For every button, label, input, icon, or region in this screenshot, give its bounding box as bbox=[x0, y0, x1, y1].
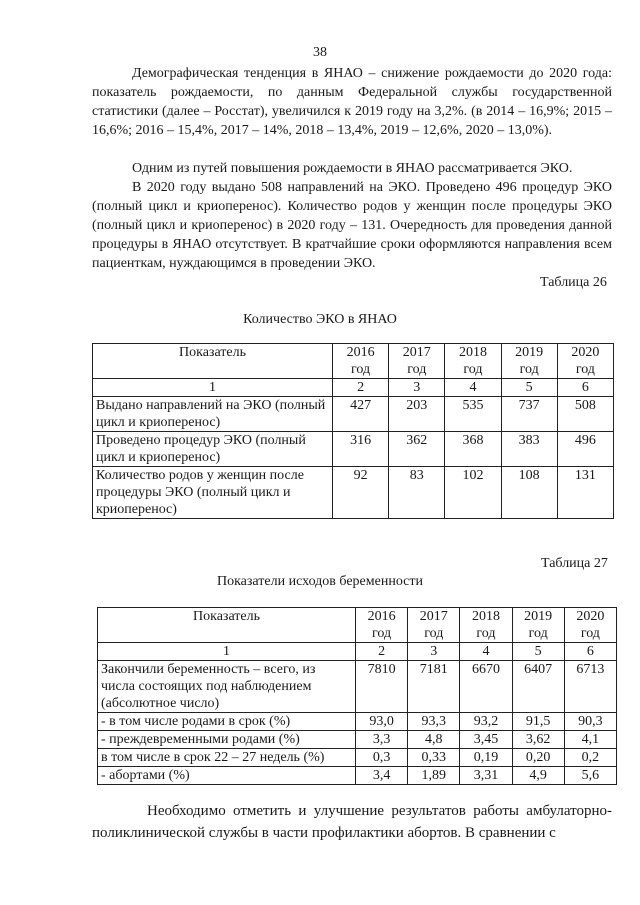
table27-header-row bbox=[98, 608, 617, 643]
cell-value: 535 bbox=[445, 397, 501, 432]
table-pregnancy-outcomes bbox=[97, 607, 617, 785]
row-label: Выдано направлений на ЭКО (полный цикл и криоперенос) bbox=[93, 397, 333, 432]
table-row bbox=[93, 397, 614, 432]
cell-value: 108 bbox=[501, 467, 557, 519]
table26-header-label: Показатель bbox=[93, 344, 333, 379]
table26-colnum: 2 bbox=[333, 379, 389, 397]
table26-year-header: 2018 год bbox=[445, 344, 501, 379]
table27-colnum: 5 bbox=[512, 643, 564, 661]
cell-value: 3,3 bbox=[356, 731, 408, 749]
table26-colnum: 5 bbox=[501, 379, 557, 397]
row-label: Закончили беременность – всего, из числа состоящих под наблюдением (абсолютное число) bbox=[98, 661, 356, 713]
table-row bbox=[98, 767, 617, 785]
cell-value: 0,2 bbox=[564, 749, 616, 767]
cell-value: 6670 bbox=[460, 661, 512, 713]
table27-year-header: 2019 год bbox=[512, 608, 564, 643]
cell-value: 383 bbox=[501, 432, 557, 467]
row-label: Количество родов у женщин после процедуры ЭКО (полный цикл и криоперенос) bbox=[93, 467, 333, 519]
table26-colnum: 1 bbox=[93, 379, 333, 397]
table27-label: Таблица 27 bbox=[541, 556, 608, 571]
cell-value: 0,20 bbox=[512, 749, 564, 767]
cell-value: 83 bbox=[389, 467, 445, 519]
cell-value: 7810 bbox=[356, 661, 408, 713]
paragraph-closing: Необходимо отметить и улучшение результатов работы амбулаторно-поликлинической службы в части профилактики абортов. В сравнении с bbox=[92, 803, 612, 841]
table26-colnum: 6 bbox=[557, 379, 613, 397]
table-eko bbox=[92, 343, 614, 519]
row-label: - абортами (%) bbox=[98, 767, 356, 785]
table26-label: Таблица 26 bbox=[540, 275, 607, 290]
cell-value: 0,33 bbox=[408, 749, 460, 767]
table26-year-header: 2019 год bbox=[501, 344, 557, 379]
table-row bbox=[98, 749, 617, 767]
cell-value: 93,2 bbox=[460, 713, 512, 731]
cell-value: 0,3 bbox=[356, 749, 408, 767]
cell-value: 3,45 bbox=[460, 731, 512, 749]
cell-value: 7181 bbox=[408, 661, 460, 713]
table-row bbox=[98, 731, 617, 749]
table27-year-header: 2017 год bbox=[408, 608, 460, 643]
cell-value: 368 bbox=[445, 432, 501, 467]
paragraph-eko-2020: В 2020 году выдано 508 направлений на ЭКО. Проведено 496 процедур ЭКО (полный цикл и криоперенос). Количество родов у женщин после процедуры ЭКО (полный цикл и криоперенос) в 2020 году – 131. Очередность для проведения данной процедуры в ЯНАО отсутствует. В кратчайшие сроки оформляются направления всем пациенткам, нуждающимся в проведении ЭКО. bbox=[92, 180, 612, 271]
table27-year-header: 2020 год bbox=[564, 608, 616, 643]
table26-colnum: 4 bbox=[445, 379, 501, 397]
cell-value: 6713 bbox=[564, 661, 616, 713]
cell-value: 3,4 bbox=[356, 767, 408, 785]
cell-value: 4,8 bbox=[408, 731, 460, 749]
cell-value: 92 bbox=[333, 467, 389, 519]
cell-value: 93,3 bbox=[408, 713, 460, 731]
row-label: в том числе в срок 22 – 27 недель (%) bbox=[98, 749, 356, 767]
table27-colnum: 2 bbox=[356, 643, 408, 661]
cell-value: 3,31 bbox=[460, 767, 512, 785]
table26-year-header: 2016 год bbox=[333, 344, 389, 379]
cell-value: 131 bbox=[557, 467, 613, 519]
table27-colnum: 1 bbox=[98, 643, 356, 661]
cell-value: 0,19 bbox=[460, 749, 512, 767]
row-label: - преждевременными родами (%) bbox=[98, 731, 356, 749]
table-row bbox=[98, 713, 617, 731]
cell-value: 427 bbox=[333, 397, 389, 432]
table27-year-header: 2016 год bbox=[356, 608, 408, 643]
table-row bbox=[93, 467, 614, 519]
row-label: Проведено процедур ЭКО (полный цикл и криоперенос) bbox=[93, 432, 333, 467]
paragraph-eko-intro: Одним из путей повышения рождаемости в ЯНАО рассматривается ЭКО. bbox=[132, 161, 573, 176]
cell-value: 5,6 bbox=[564, 767, 616, 785]
table26-colnum: 3 bbox=[389, 379, 445, 397]
page-number: 38 bbox=[313, 45, 327, 60]
cell-value: 93,0 bbox=[356, 713, 408, 731]
table26-caption: Количество ЭКО в ЯНАО bbox=[243, 312, 397, 327]
table27-colnum-row bbox=[98, 643, 617, 661]
table27-caption: Показатели исходов беременности bbox=[216, 574, 424, 589]
cell-value: 362 bbox=[389, 432, 445, 467]
cell-value: 316 bbox=[333, 432, 389, 467]
row-label: - в том числе родами в срок (%) bbox=[98, 713, 356, 731]
paragraph-demography: Демографическая тенденция в ЯНАО – снижение рождаемости до 2020 года: показатель рождаемости, по данным Федеральной службы государственной статистики (далее – Росстат), увеличился к 2019 году на 3,2%. (в 2014 – 16,9%; 2015 – 16,6%; 2016 – 15,4%, 2017 – 14%, 2018 – 13,4%, 2019 – 12,6%, 2020 – 13,0%). bbox=[92, 66, 612, 138]
table26-year-header: 2020 год bbox=[557, 344, 613, 379]
table27-colnum: 6 bbox=[564, 643, 616, 661]
cell-value: 737 bbox=[501, 397, 557, 432]
cell-value: 6407 bbox=[512, 661, 564, 713]
cell-value: 496 bbox=[557, 432, 613, 467]
table26-header-row bbox=[93, 344, 614, 379]
cell-value: 203 bbox=[389, 397, 445, 432]
table26-colnum-row bbox=[93, 379, 614, 397]
table-row bbox=[98, 661, 617, 713]
table-row bbox=[93, 432, 614, 467]
cell-value: 90,3 bbox=[564, 713, 616, 731]
table27-header-label: Показатель bbox=[98, 608, 356, 643]
table26-year-header: 2017 год bbox=[389, 344, 445, 379]
cell-value: 4,1 bbox=[564, 731, 616, 749]
cell-value: 4,9 bbox=[512, 767, 564, 785]
table27-colnum: 3 bbox=[408, 643, 460, 661]
cell-value: 1,89 bbox=[408, 767, 460, 785]
cell-value: 102 bbox=[445, 467, 501, 519]
table27-year-header: 2018 год bbox=[460, 608, 512, 643]
table27-colnum: 4 bbox=[460, 643, 512, 661]
cell-value: 3,62 bbox=[512, 731, 564, 749]
cell-value: 508 bbox=[557, 397, 613, 432]
cell-value: 91,5 bbox=[512, 713, 564, 731]
